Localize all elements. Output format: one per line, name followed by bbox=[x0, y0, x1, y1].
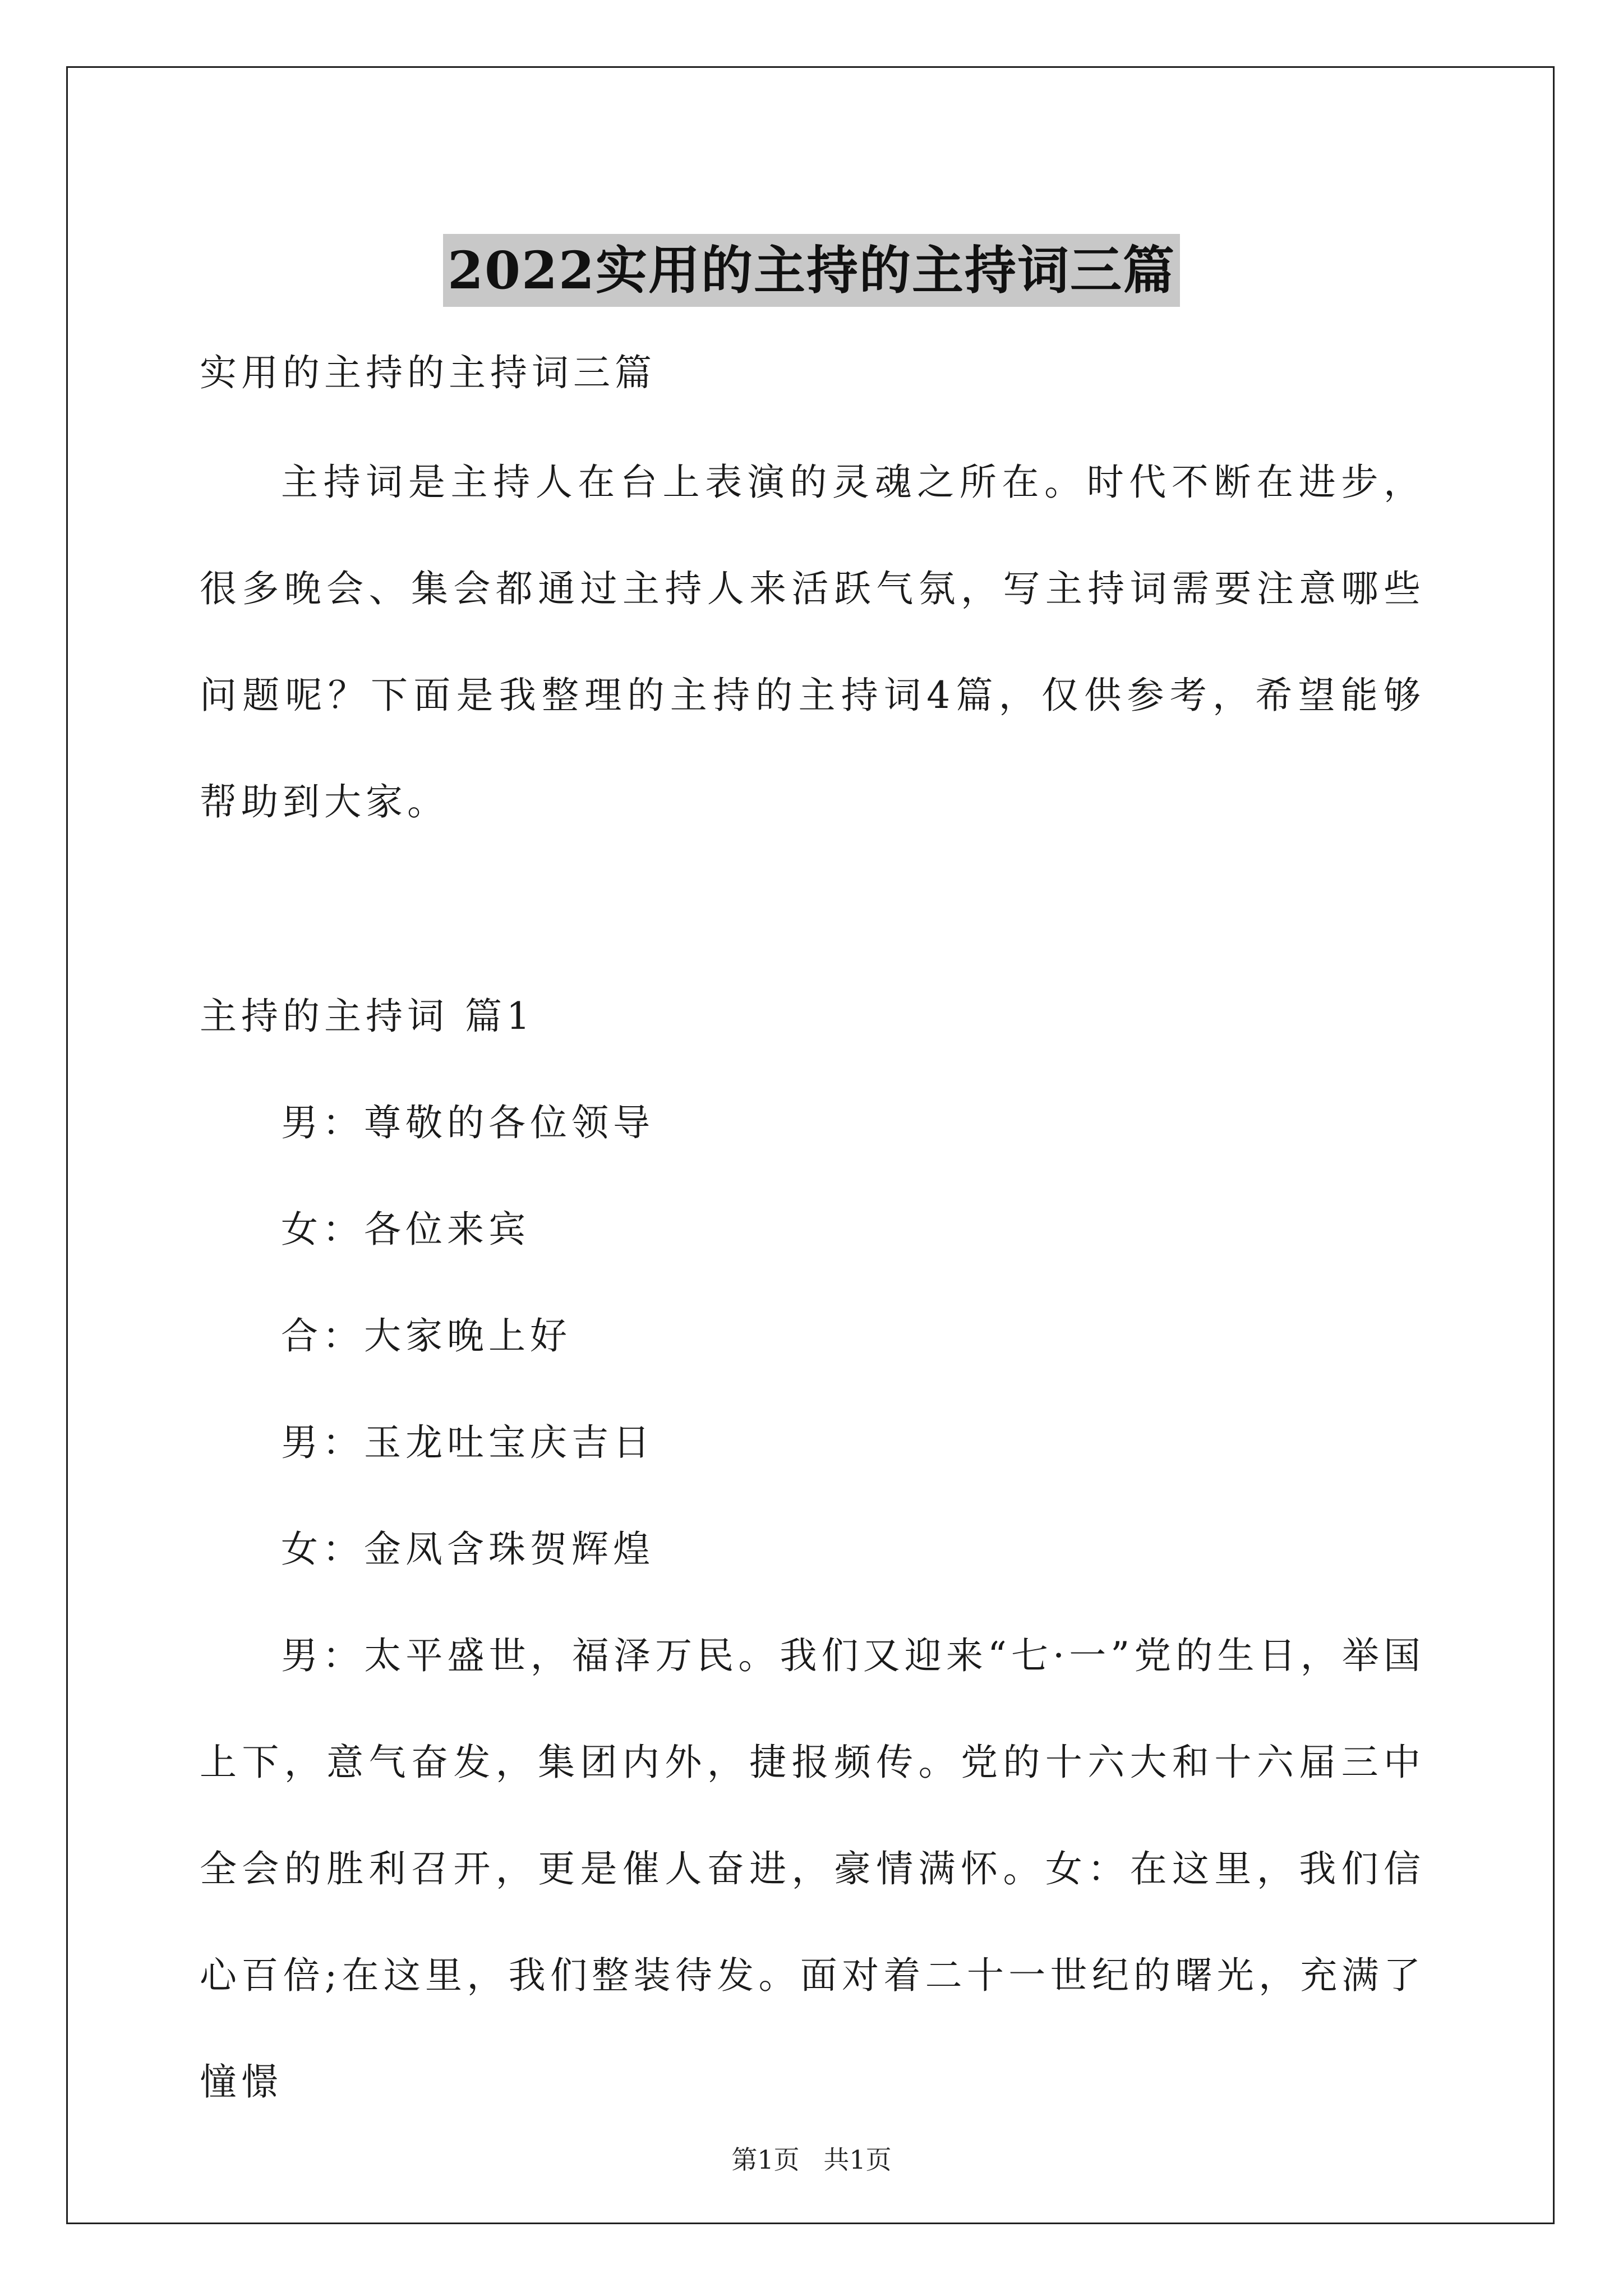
document-subtitle: 实用的主持的主持词三篇 bbox=[200, 351, 656, 394]
page-number: 第1页 bbox=[731, 2145, 800, 2175]
intro-paragraph: 主持词是主持人在台上表演的灵魂之所在。时代不断在进步，很多晚会、集会都通过主持人来活跃气氛，写主持词需要注意哪些问题呢？下面是我整理的主持的主持词4篇，仅供参考，希望能够帮助到大家。 bbox=[200, 461, 1425, 823]
dialogue-line: 女：各位来宾 bbox=[281, 1208, 530, 1251]
dialogue-line: 合：大家晚上好 bbox=[281, 1314, 571, 1358]
document-body bbox=[200, 317, 1425, 2136]
dialogue-line: 女：金凤含珠贺辉煌 bbox=[281, 1527, 654, 1571]
document-title: 2022实用的主持的主持词三篇 bbox=[443, 234, 1180, 307]
dialogue-line: 男：尊敬的各位领导 bbox=[281, 1101, 654, 1144]
page-footer bbox=[0, 2143, 1623, 2177]
paragraph-spacer bbox=[200, 855, 1425, 963]
dialogue-paragraph: 男：太平盛世，福泽万民。我们又迎来“七·一”党的生日，举国上下，意气奋发，集团内外，捷报频传。党的十六大和十六届三中全会的胜利召开，更是催人奋进，豪情满怀。女：在这里，我们信心百倍;在这里，我们整装待发。面对着二十一世纪的曙光，充满了憧憬 bbox=[200, 1634, 1425, 2104]
section-heading: 主持的主持词 篇1 bbox=[200, 995, 534, 1038]
page-total: 共1页 bbox=[823, 2145, 892, 2175]
dialogue-line: 男：玉龙吐宝庆吉日 bbox=[281, 1421, 654, 1464]
